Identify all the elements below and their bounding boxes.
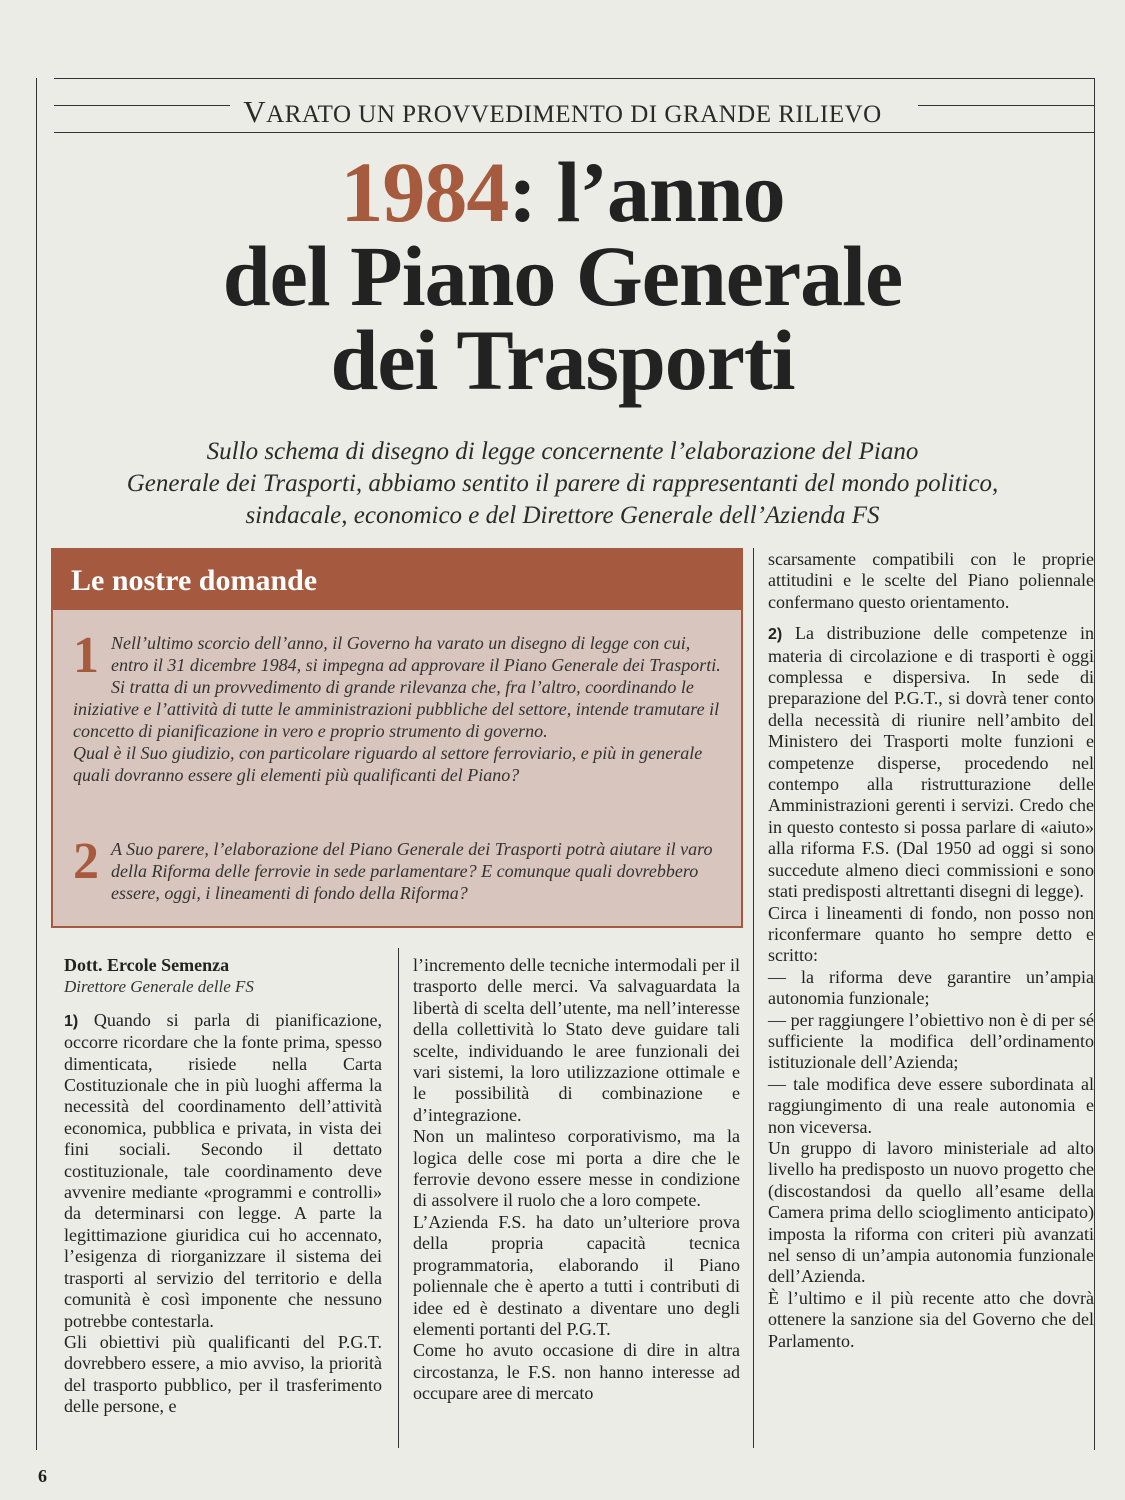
questions-box-title: Le nostre domande (53, 550, 741, 610)
questions-box (51, 548, 743, 928)
column-1: Dott. Ercole Semenza Direttore Generale delle FS 1) Quando si parla di pianificazione, occorre ricordare che la fonte prima, spesso dimenticata, risiede nella Carta Costituzionale che in più luoghi afferma la necessità del coordinamento dell’attività economica, pubblica e privata, in vista dei fini sociali. Secondo il dettato costituzionale, tale coordinamento deve avvenire mediante «programmi e controlli» da determinarsi con legge. A parte la legittimazione giuridica cui ho accennato, l’esigenza di riorganizzare il sistema dei trasporti al servizio del territorio e della comunità è così imponente che nessuno potrebbe contestarla. Gli obiettivi più qualificanti del P.G.T. dovrebbero essere, a mio avviso, la priorità del trasporto pubblico, per il trasferimento delle persone, e (64, 955, 382, 1417)
standfirst: Sullo schema di disegno di legge concernente l’elaborazione del Piano Generale dei Trasporti, abbiamo sentito il parere di rappresentanti del mondo politico, sindacale, economico e del Direttore Generale dell’Azienda FS (126, 438, 999, 529)
page-number: 6 (38, 1466, 47, 1486)
column-2: l’incremento delle tecniche intermodali per il trasporto delle merci. Va salvaguardata la libertà di scelta dell’utente, ma nell’interesse della collettività lo Stato deve guidare tali scelte, individuando le aree funzionali dei vari sistemi, la loro utilizzazione ottimale e le possibilità di combinazione e d’integrazione. Non un malinteso corporativismo, ma la logica delle cose mi porta a dire che le ferrovie devono essere messe in condizione di assolvere il ruolo che a loro compete. L’Azienda F.S. ha dato un’ulteriore prova della propria capacità tecnica programmatoria, elaborando il Piano poliennale che è aperto a tutti i contributi di idee ed è destinato a diventare uno degli elementi portanti del P.G.T. Come ho avuto occasione di dire in altra circostanza, le F.S. non hanno interesse ad occupare aree di mercato (413, 955, 740, 1404)
question-2-number: 2 (73, 833, 99, 890)
column-rule-2 (753, 548, 754, 1448)
question-1: 1 Nell’ultimo scorcio dell’anno, il Governo ha varato un disegno di legge con cui, entro il 31 dicembre 1984, si impegna ad approvare il Piano Generale dei Trasporti. Si tratta di un provvedimento di grande rilevanza che, fra l’altro, coordinando le iniziative e l’attività di tutte le amministrazioni pubbliche del settore, intende tramutare il concetto di pianificazione in vero e proprio strumento di governo. Qual è il Suo giudizio, con particolare riguardo al settore ferroviario, e più in generale quali dovranno essere gli elementi più qualificanti del Piano? (73, 627, 721, 785)
headline: 1984: l’anno del Piano Generale dei Trasporti (222, 144, 903, 408)
author-name: Dott. Ercole Semenza (64, 955, 230, 975)
top-rule (54, 78, 1094, 79)
top-rule-lower (54, 132, 1094, 133)
headline-year: 1984 (340, 144, 509, 240)
column-rule-1 (398, 948, 399, 1448)
kicker: VARATO UN PROVVEDIMENTO DI GRANDE RILIEVO (243, 94, 882, 129)
question-1-number: 1 (73, 627, 99, 684)
question-2: 2 A Suo parere, l’elaborazione del Piano Generale dei Trasporti potrà aiutare il varo della Riforma delle ferrovie in sede parlamentare? E comunque quali dovrebbero essere, oggi, i lineamenti di fondo della Riforma? (73, 833, 713, 903)
column-3: scarsamente compatibili con le proprie attitudini e le scelte del Piano poliennale confermano questo orientamento. 2) La distribuzione delle competenze in materia di circolazione e di trasporti è oggi complessa e dispersiva. In sede di preparazione del P.G.T., si dovrà tener conto della necessità di riunire nell’ambito del Ministero dei Trasporti molte funzioni e competenze disperse, procedendo nel contempo alla ristrutturazione delle Amministrazioni gerenti i servizi. Credo che in questo contesto si possa parlare di «aiuto» alla riforma F.S. (Dal 1950 ad oggi si sono succedute almeno dieci commissioni e sono stati predisposti altrettanti disegni di legge). Circa i lineamenti di fondo, non posso non riconfermare quanto ho sempre detto e scritto: — la riforma deve garantire un’ampia autonomia funzionale; — per raggiungere l’obiettivo non è di per sé sufficiente la modifica dell’ordinamento istituzionale dell’Azienda; — tale modifica deve essere subordinata al raggiungimento di una reale autonomia e non viceversa. Un gruppo di lavoro ministeriale ad alto livello ha predisposto un nuovo progetto che (discostandosi da quello all’esame della Camera prima dello scioglimento anticipato) imposta la riforma con criteri più avanzati nel senso di un’ampia autonomia funzionale dell’Azienda. È l’ultimo e il più recente atto che dovrà ottenere la sanzione sia del Governo che del Parlamento. (768, 549, 1094, 1351)
author-role: Direttore Generale delle FS (64, 977, 254, 997)
